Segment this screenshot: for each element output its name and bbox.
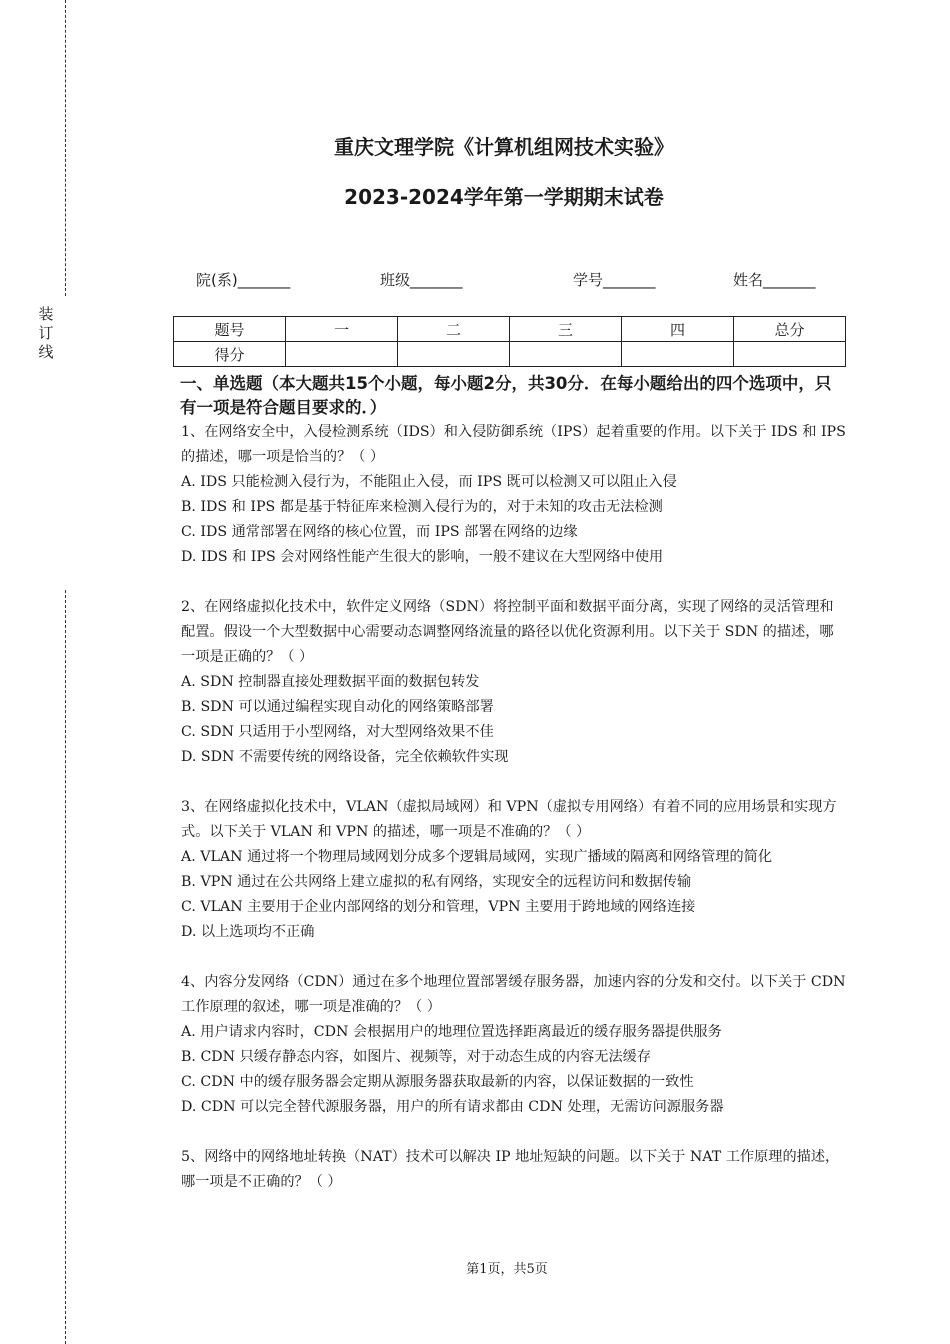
- student-id-field: 学号_______: [573, 271, 656, 289]
- question-stem: 2、在网络虚拟化技术中，软件定义网络（SDN）将控制平面和数据平面分离，实现了网络的灵活管理和配置。假设一个大型数据中心需要动态调整网络流量的路径以优化资源利用。以下关于 SDN 的描述，哪一项是正确的？（ ）: [181, 599, 834, 665]
- score-cell: [734, 342, 846, 367]
- question-option: B. SDN 可以通过编程实现自动化的网络策略部署: [181, 699, 494, 715]
- question-stem: 5、网络中的网络地址转换（NAT）技术可以解决 IP 地址短缺的问题。以下关于 NAT 工作原理的描述，哪一项是不正确的？（ ）: [181, 1149, 840, 1190]
- question-stem: 4、内容分发网络（CDN）通过在多个地理位置部署缓存服务器，加速内容的分发和交付。以下关于 CDN 工作原理的叙述，哪一项是准确的？（ ）: [181, 974, 846, 1015]
- question-option: A. VLAN 通过将一个物理局域网划分成多个逻辑局域网，实现广播域的隔离和网络管理的简化: [181, 849, 773, 865]
- question-option: A. IDS 只能检测入侵行为，不能阻止入侵，而 IPS 既可以检测又可以阻止入侵: [181, 474, 677, 490]
- score-cell: [510, 342, 622, 367]
- question-option: A. 用户请求内容时，CDN 会根据用户的地理位置选择距离最近的缓存服务器提供服务: [181, 1024, 722, 1040]
- score-cell: [286, 342, 398, 367]
- question-option: D. 以上选项均不正确: [181, 924, 315, 940]
- question-option: D. SDN 不需要传统的网络设备，完全依赖软件实现: [181, 749, 509, 765]
- question-item: [181, 420, 846, 570]
- question-stem: 3、在网络虚拟化技术中，VLAN（虚拟局域网）和 VPN（虚拟专用网络）有着不同的应用场景和实现方式。以下关于 VLAN 和 VPN 的描述，哪一项是不准确的？（ ）: [181, 799, 837, 840]
- question-stem: 1、在网络安全中，入侵检测系统（IDS）和入侵防御系统（IPS）起着重要的作用。以下关于 IDS 和 IPS 的描述，哪一项是恰当的？（ ）: [181, 424, 846, 465]
- score-cell: [622, 342, 734, 367]
- score-row-label: 得分: [174, 342, 286, 367]
- score-table-header-cell: 四: [622, 317, 734, 342]
- binding-line-label: 装订线: [38, 305, 54, 361]
- question-option: C. CDN 中的缓存服务器会定期从源服务器获取最新的内容，以保证数据的一致性: [181, 1074, 694, 1090]
- question-option: B. IDS 和 IPS 都是基于特征库来检测入侵行为的，对于未知的攻击无法检测: [181, 499, 663, 515]
- exam-title: 重庆文理学院《计算机组网技术实验》: [334, 135, 674, 159]
- question-option: B. VPN 通过在公共网络上建立虚拟的私有网络，实现安全的远程访问和数据传输: [181, 874, 692, 890]
- question-option: B. CDN 只缓存静态内容，如图片、视频等，对于动态生成的内容无法缓存: [181, 1049, 652, 1065]
- exam-subtitle: 2023-2024学年第一学期期末试卷: [344, 185, 664, 209]
- question-item: [181, 795, 846, 945]
- department-field: 院(系)_______: [196, 271, 291, 289]
- question-option: D. CDN 可以完全替代源服务器，用户的所有请求都由 CDN 处理，无需访问源服务器: [181, 1099, 724, 1115]
- binding-dashed-line-bottom: [65, 590, 66, 1344]
- question-option: A. SDN 控制器直接处理数据平面的数据包转发: [181, 674, 480, 690]
- question-item: [181, 595, 846, 770]
- question-option: C. VLAN 主要用于企业内部网络的划分和管理，VPN 主要用于跨地域的网络连接: [181, 899, 696, 915]
- page-number: 第1页，共5页: [466, 1262, 548, 1277]
- score-table-header-cell: 题号: [174, 317, 286, 342]
- section-heading: 一、单选题（本大题共15个小题，每小题2分，共30分．在每小题给出的四个选项中，只有一项是符合题目要求的．）: [180, 374, 832, 417]
- score-table: [173, 316, 846, 367]
- question-option: C. SDN 只适用于小型网络，对大型网络效果不佳: [181, 724, 494, 740]
- question-item: [181, 1145, 846, 1195]
- score-table-header-cell: 一: [286, 317, 398, 342]
- score-table-header-row: [174, 317, 846, 342]
- name-field: 姓名_______: [733, 271, 816, 289]
- question-option: D. IDS 和 IPS 会对网络性能产生很大的影响，一般不建议在大型网络中使用: [181, 549, 664, 565]
- question-option: C. IDS 通常部署在网络的核心位置，而 IPS 部署在网络的边缘: [181, 524, 578, 540]
- score-table-header-cell: 三: [510, 317, 622, 342]
- score-table-score-row: [174, 342, 846, 367]
- score-table-header-cell: 总分: [734, 317, 846, 342]
- score-cell: [398, 342, 510, 367]
- score-table-header-cell: 二: [398, 317, 510, 342]
- questions-list: [181, 420, 846, 1195]
- question-item: [181, 970, 846, 1120]
- class-field: 班级_______: [380, 271, 463, 289]
